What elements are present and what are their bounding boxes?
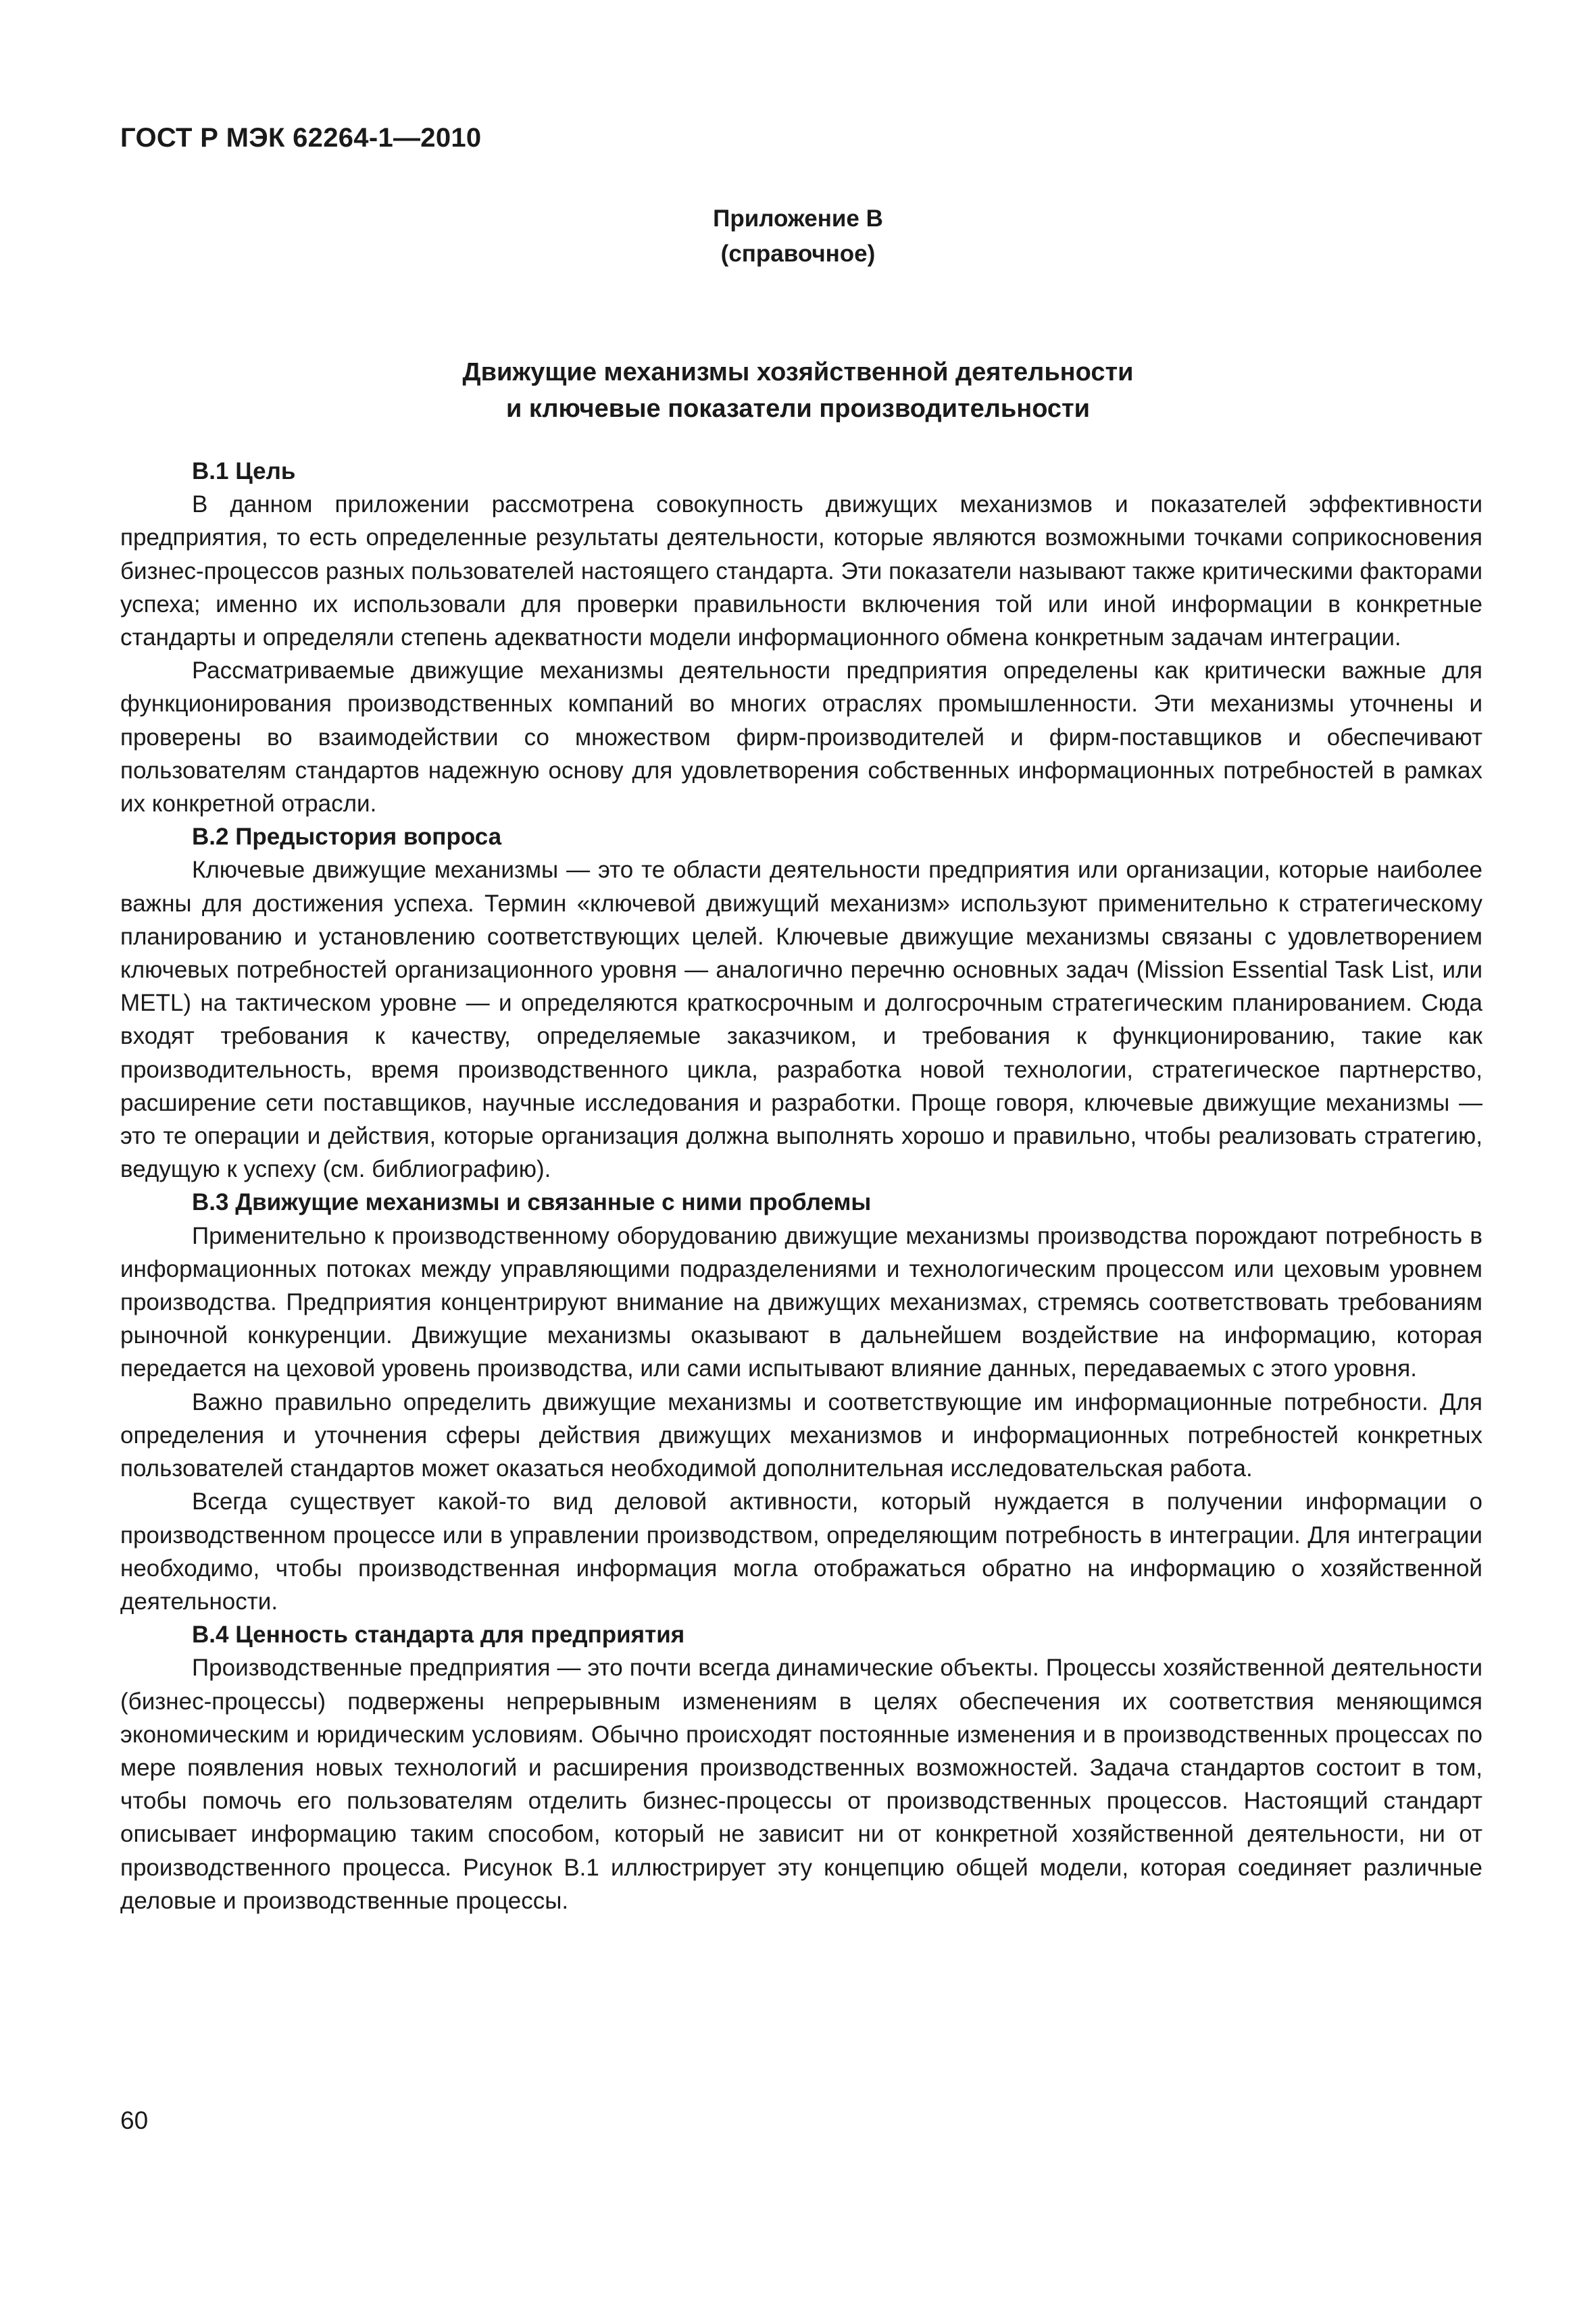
page-number: 60 [120,2107,149,2134]
page-title [0,354,1596,427]
paragraph: Производственные предприятия — это почти всегда динамические объекты. Процессы хозяйственной деятельности (бизнес-процессы) подвержены непрерывным изменениям в целях обеспечения их соответствия меняющимся экономическим и юридическим условиям. Обычно происходят постоянные изменения и в производственных процессах по мере появления новых технологий и расширения производственных возможностей. Задача стандартов состоит в том, чтобы помочь его пользователям отделить бизнес-процессы от производственных процессов. Настоящий стандарт описывает информацию таким способом, который не зависит ни от конкретной хозяйственной деятельности, ни от производственного процесса. Рисунок В.1 иллюстрирует эту концепцию общей модели, которая соединяет различные деловые и производственные процессы. [120,1655,1482,1914]
page-title-line-2: и ключевые показатели производительности [505,395,1091,423]
paragraph: Ключевые движущие механизмы — это те области деятельности предприятия или организации, которые наиболее важны для достижения успеха. Термин «ключевой движущий механизм» используют применительно к стратегическому планированию и установлению соответствующих целей. Ключевые движущие механизмы связаны с удовлетворением ключевых потребностей организационного уровня — аналогично перечню основных задач (Mission Essential Task List, или METL) на тактическом уровне — и определяются краткосрочным и долгосрочным стратегическим планированием. Сюда входят требования к качеству, определяемые заказчиком, и требования к функционированию, такие как производительность, время производственного цикла, разработка новой технологии, стратегическое партнерство, расширение сети поставщиков, научные исследования и разработки. Проще говоря, ключевые движущие механизмы — это те операции и действия, которые организация должна выполнять хорошо и правильно, чтобы реализовать стратегию, ведущую к успеху (см. библиографию). [120,857,1482,1183]
page-title-line-1: Движущие механизмы хозяйственной деятельности [462,358,1134,386]
appendix-heading [0,201,1596,272]
paragraph: Применительно к производственному оборудованию движущие механизмы производства порождают потребность в информационных потоках между управляющими подразделениями и технологическим процессом или цеховым уровнем производства. Предприятия концентрируют внимание на движущих механизмах, стремясь соответствовать требованиям рыночной конкуренции. Движущие механизмы оказывают в дальнейшем воздействие на информацию, которая передается на цеховой уровень производства, или сами испытывают влияние данных, передаваемых с этого уровня. [120,1222,1482,1382]
document-code: ГОСТ Р МЭК 62264-1—2010 [120,123,482,153]
paragraph: В данном приложении рассмотрена совокупность движущих механизмов и показателей эффективности предприятия, то есть определенные результаты деятельности, которые являются возможными точками соприкосновения бизнес-процессов разных пользователей настоящего стандарта. Эти показатели называют также критическими факторами успеха; именно их использовали для проверки правильности включения той или иной информации в конкретные стандарты и определяли степень адекватности модели информационного обмена конкретным задачам интеграции. [120,491,1482,651]
appendix-subtitle: (справочное) [720,241,876,267]
appendix-title: Приложение В [713,205,883,232]
section-heading-b3: В.3 Движущие механизмы и связанные с ними проблемы [192,1189,872,1216]
paragraph: Важно правильно определить движущие механизмы и соответствующие им информационные потребности. Для определения и уточнения сферы действия движущих механизмов и информационных потребностей конкретных пользователей стандартов может оказаться необходимой дополнительная исследовательская работа. [120,1388,1482,1482]
document-body [120,455,1482,1917]
section-heading-b4: В.4 Ценность стандарта для предприятия [192,1621,685,1649]
section-heading-b2: В.2 Предыстория вопроса [192,824,502,851]
section-heading-b1: В.1 Цель [192,458,296,484]
paragraph: Всегда существует какой-то вид деловой активности, который нуждается в получении информации о производственном процессе или в управлении производством, определяющим потребность в интеграции. Для интеграции необходимо, чтобы производственная информация могла отображаться обратно на информацию о хозяйственной деятельности. [120,1488,1482,1615]
paragraph: Рассматриваемые движущие механизмы деятельности предприятия определены как критически важные для функционирования производственных компаний во многих отраслях промышленности. Эти механизмы уточнены и проверены во взаимодействии со множеством фирм-производителей и фирм-поставщиков и обеспечивают пользователям стандартов надежную основу для удовлетворения собственных информационных потребностей в рамках их конкретной отрасли. [120,657,1482,818]
